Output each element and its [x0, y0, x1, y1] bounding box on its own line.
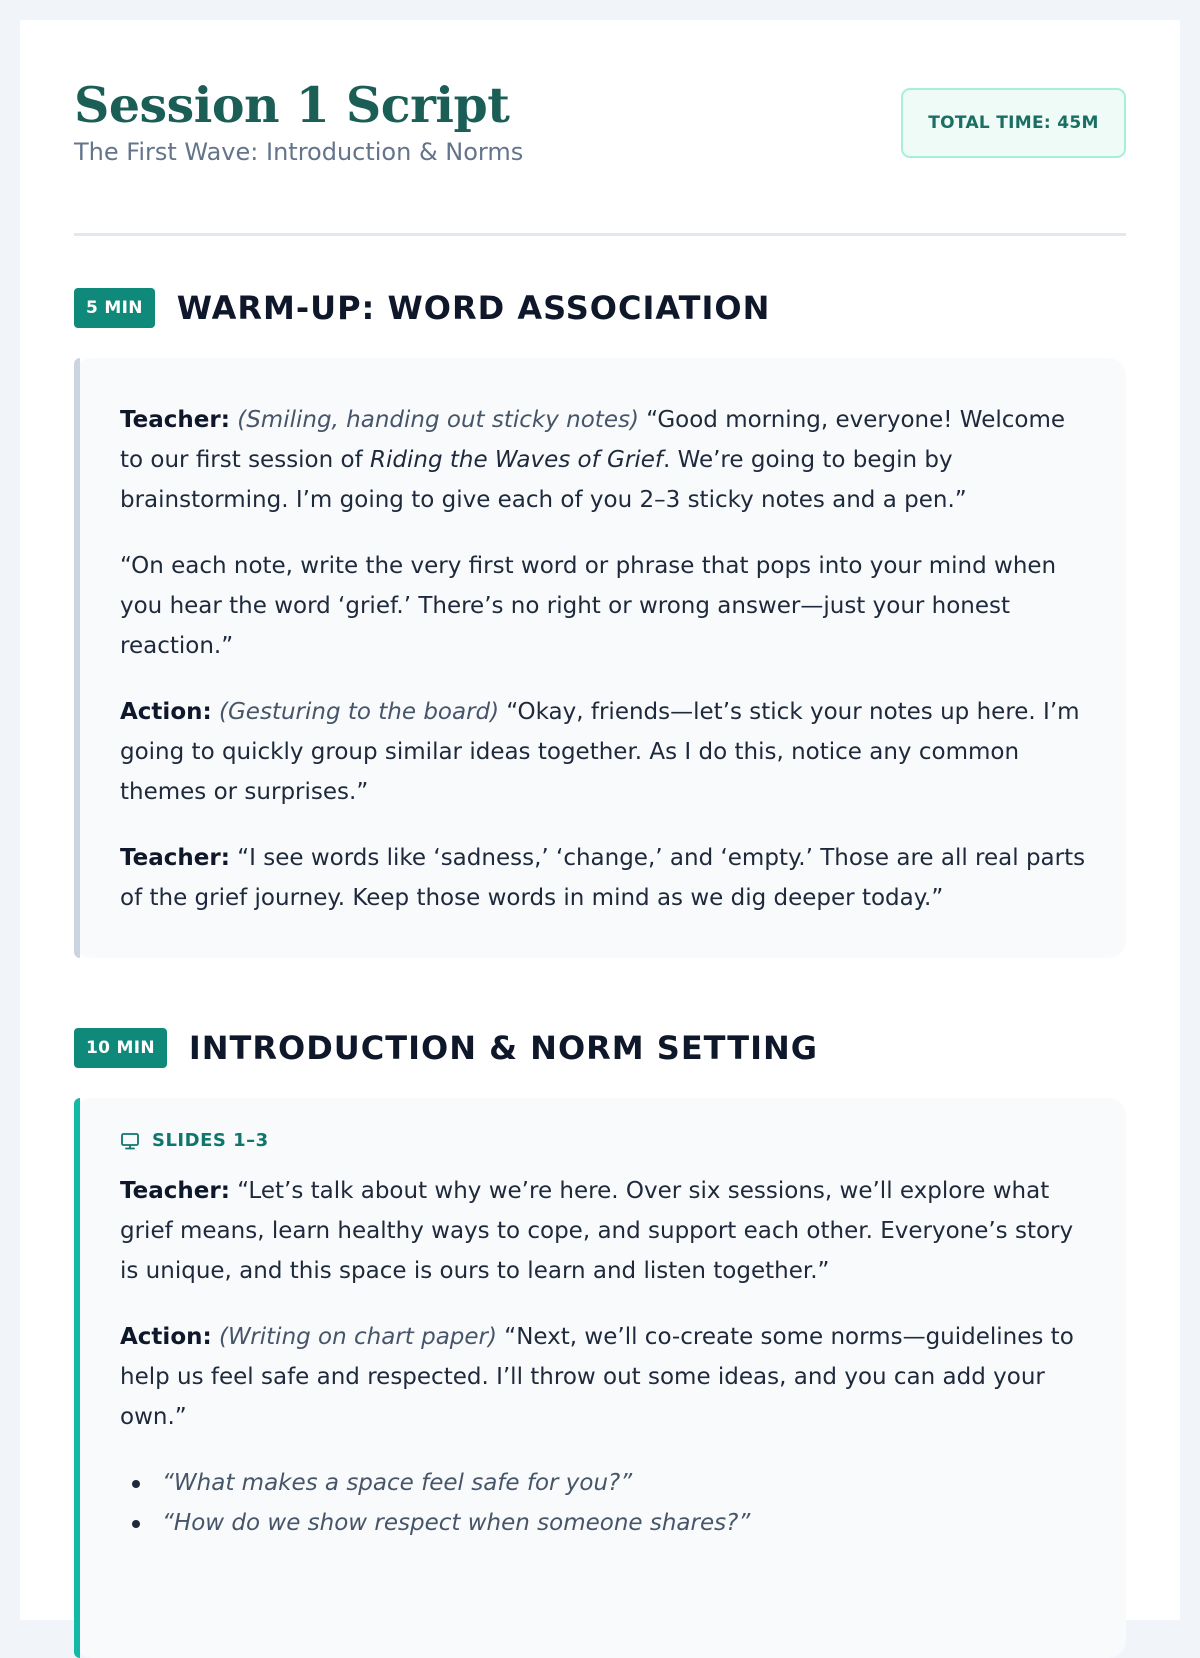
page-header — [74, 20, 1126, 236]
script-card-introduction — [74, 1098, 1126, 1658]
section-title: INTRODUCTION & NORM SETTING — [188, 1029, 819, 1067]
speaker-label: Teacher: — [120, 845, 230, 871]
slides-label: SLIDES 1–3 — [152, 1130, 269, 1151]
presentation-icon — [120, 1131, 140, 1151]
duration-badge: 5 MIN — [74, 288, 155, 328]
total-time-badge: TOTAL TIME: 45M — [901, 88, 1126, 158]
speaker-label: Action: — [120, 1324, 212, 1350]
dialogue-text: “Okay, friends—let’s stick your notes up here. I’m going to quickly group similar ideas together. As I do this, notice any common themes or surprises.” — [120, 699, 1080, 805]
section-header-warm-up — [74, 288, 770, 328]
script-paragraph — [120, 1317, 1086, 1437]
dialogue-text: . We’re going to begin by brainstorming. I’m going to give each of you 2–3 sticky notes and a pen.” — [120, 447, 967, 513]
script-paragraph — [120, 838, 1086, 918]
section-title: WARM-UP: WORD ASSOCIATION — [176, 289, 771, 327]
discussion-prompts-list — [132, 1463, 1086, 1543]
speaker-label: Teacher: — [120, 407, 230, 433]
script-paragraph — [120, 692, 1086, 812]
dialogue-text: “I see words like ‘sadness,’ ‘change,’ and ‘empty.’ Those are all real parts of the grief journey. Keep those words in mind as we dig deeper today.” — [120, 845, 1086, 911]
dialogue-text: “On each note, write the very first word or phrase that pops into your mind when you hear the word ‘grief.’ There’s no right or wrong answer—just your honest reaction.” — [120, 553, 1057, 659]
list-item: “What makes a space feel safe for you?” — [132, 1463, 1086, 1503]
slides-reference — [120, 1130, 1086, 1151]
section-header-introduction — [74, 1028, 818, 1068]
dialogue-text: “Next, we’ll co-create some norms—guidelines to help us feel safe and respected. I’ll throw out some ideas, and you can add your own.” — [120, 1324, 1074, 1430]
page-subtitle: The First Wave: Introduction & Norms — [74, 138, 524, 166]
duration-badge: 10 MIN — [74, 1028, 167, 1068]
script-paragraph — [120, 546, 1086, 666]
speaker-label: Teacher: — [120, 1178, 230, 1204]
script-card-warm-up — [74, 358, 1126, 958]
page-title: Session 1 Script — [74, 76, 510, 134]
stage-direction: (Smiling, handing out sticky notes) — [237, 407, 639, 433]
list-item: “How do we show respect when someone shares?” — [132, 1503, 1086, 1543]
stage-direction: (Writing on chart paper) — [219, 1324, 497, 1350]
dialogue-text: “Good morning, everyone! Welcome to our first session of — [120, 407, 1066, 473]
script-paragraph — [120, 400, 1086, 520]
dialogue-text: “Let’s talk about why we’re here. Over six sessions, we’ll explore what grief means, learn healthy ways to cope, and support each other. Everyone’s story is unique, and this space is ours to learn and listen together.” — [120, 1178, 1074, 1284]
stage-direction: (Gesturing to the board) — [219, 699, 500, 725]
program-title: Riding the Waves of Grief — [370, 447, 663, 473]
speaker-label: Action: — [120, 699, 212, 725]
script-paragraph — [120, 1171, 1086, 1291]
